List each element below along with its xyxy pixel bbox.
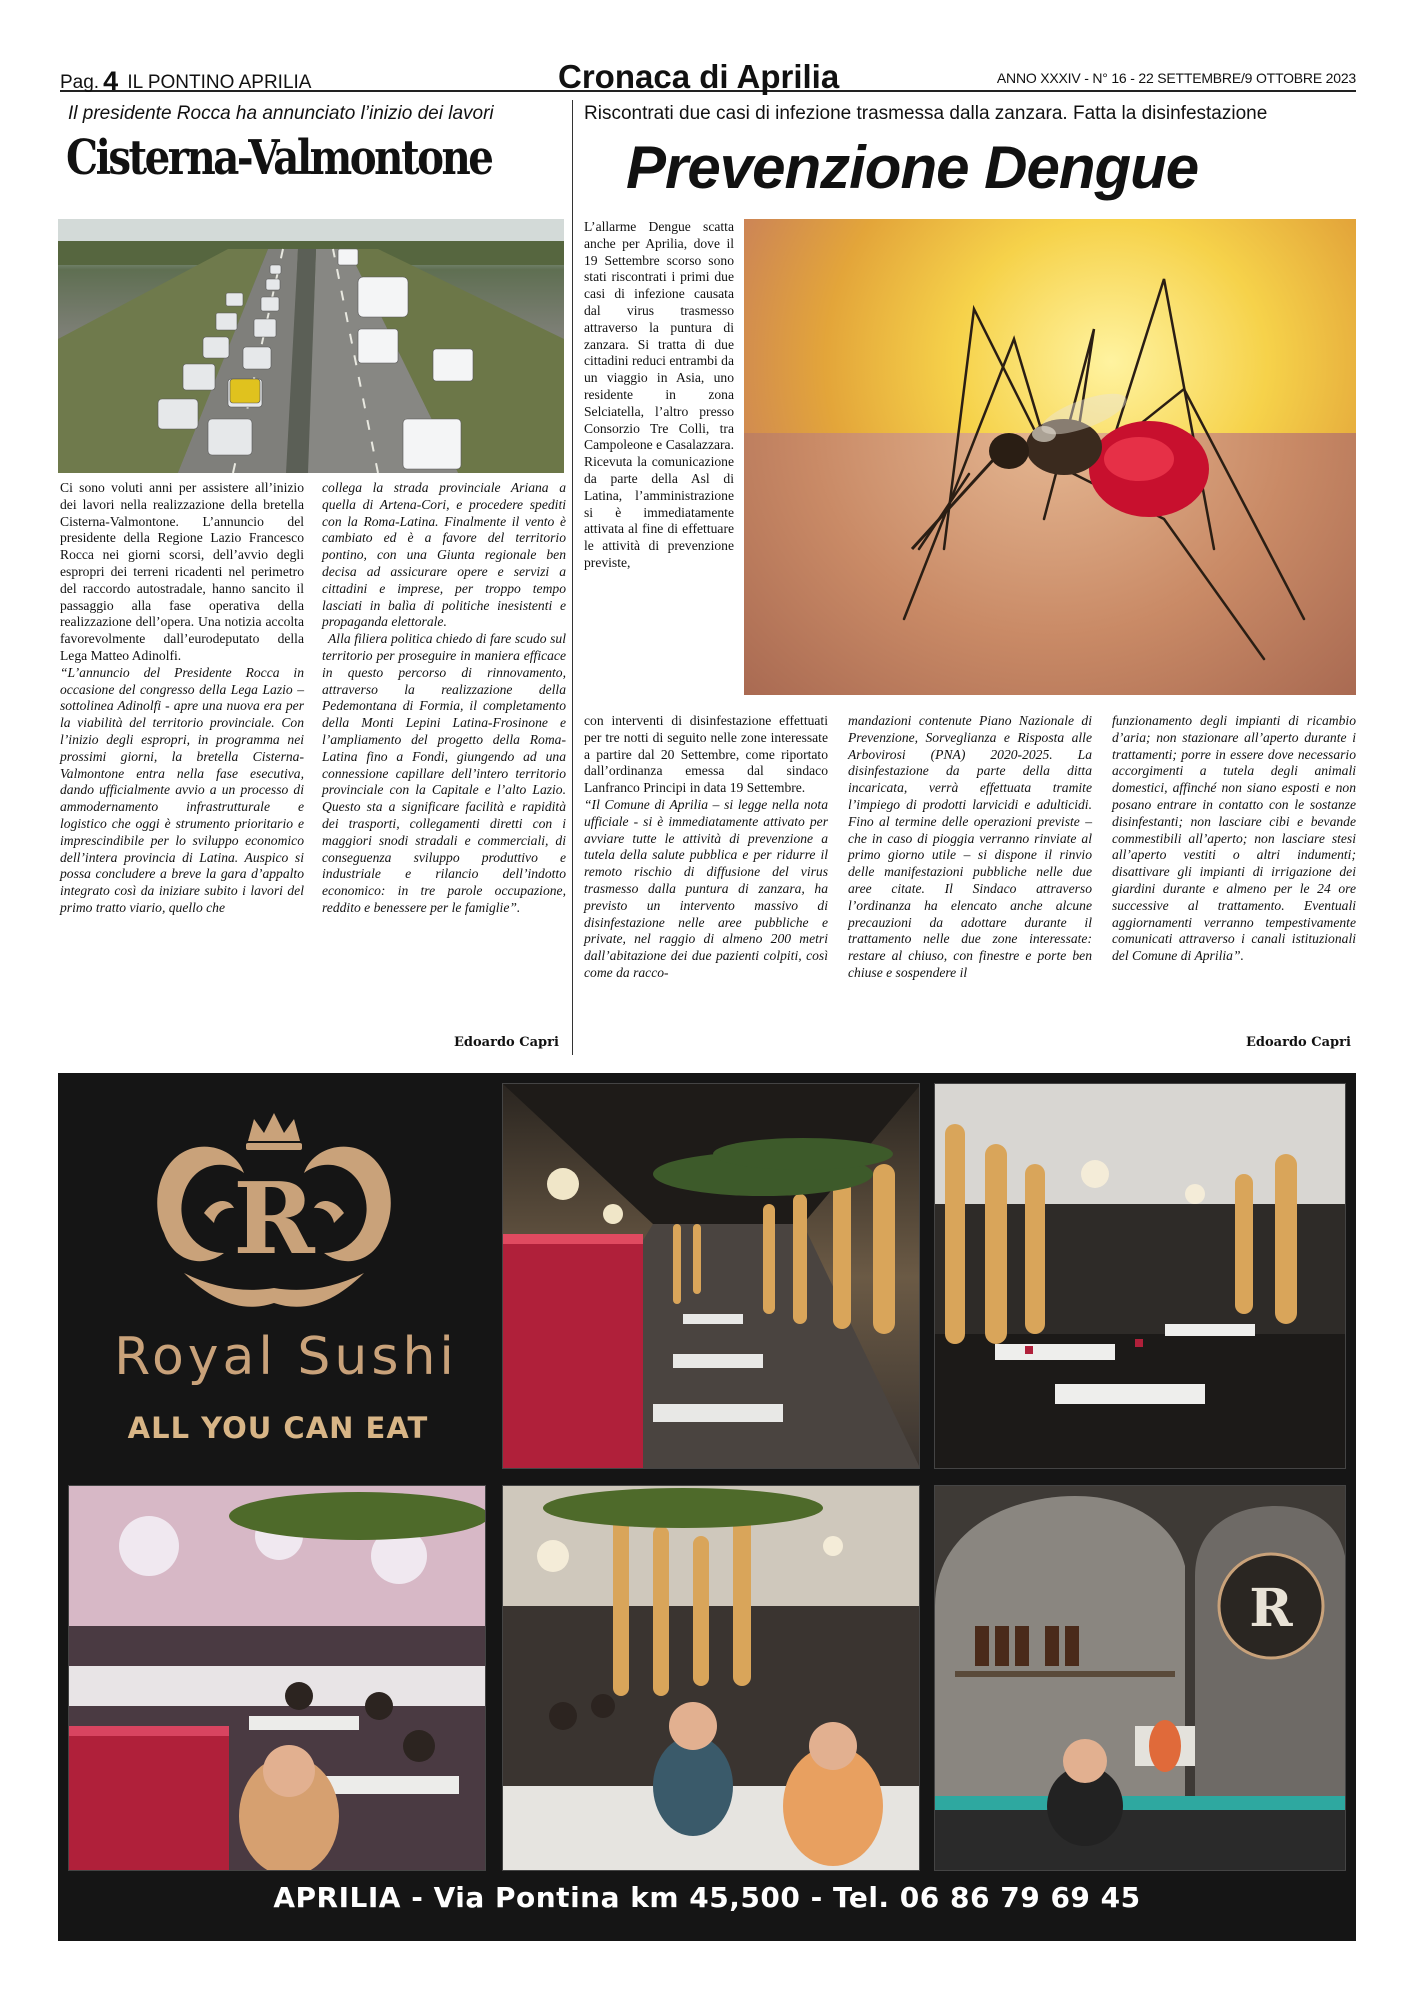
right-article-column-3: [1112, 713, 1356, 965]
ad-contact-footer: APRILIA - Via Pontina km 45,500 - Tel. 06 86 79 69 45: [273, 1881, 1141, 1914]
right-article-column-1: [584, 713, 828, 982]
royal-sushi-advertisement: [58, 1073, 1356, 1941]
restaurant-interior-photo-2: [934, 1083, 1346, 1469]
left-article-paragraph: Ci sono voluti anni per assistere all’inizio dei lavori nella realizzazione della bretella Cisterna-Valmontone. L’annuncio del presidente della Regione Lazio Francesco Rocca nei giorni scorsi, dell’avvio degli espropri dei terreni ricadenti nel perimetro del raccordo autostradale, hanno sancito il passaggio alla fase operativa della realizzazione dell’opera. Una notizia accolta favorevolmente dall’eurodeputato della Lega Matteo Adinolfi.: [60, 480, 304, 663]
restaurant-interior-photo-4: [502, 1485, 920, 1871]
reception-logo-letter: R: [1249, 1578, 1293, 1639]
highway-traffic-photo: [58, 219, 564, 473]
right-article-intro-text: L’allarme Dengue scatta anche per Aprilia, dove il 19 Settembre scorso sono stati riscontrati i primi due casi di infezione causata dal virus trasmesso attraverso la puntura di zanzara. Si tratta di due cittadini reduci entrambi da un viaggio in Asia, uno residente in zona Selciatella, l’altro presso Consorzio Tre Colli, tra Campoleone e Casalazzara. Ricevuta la comunicazione da parte della Asl di Latina, l’amministrazione si è immediatamente attivata al fine di effettuare le attività di prevenzione previste,: [584, 219, 734, 570]
left-article-kicker: Il presidente Rocca ha annunciato l’inizio dei lavori: [68, 103, 494, 124]
page-label: Pag.: [60, 72, 100, 93]
issue-info: ANNO XXXIV - N° 16 - 22 SETTEMBRE/9 OTTOBRE 2023: [996, 70, 1356, 86]
brand-name: Royal Sushi: [114, 1327, 458, 1387]
left-article-title: Cisterna-Valmontone: [66, 130, 492, 186]
right-article-intro: [584, 219, 734, 572]
right-article-quote-end: funzionamento degli impianti di ricambio d’aria; non stazionare all’aperto durante i trattamenti; porre in essere dove necessario accorgimenti a tutela degli animali domestici, affinché non siano esposti e non posano entrare in contatto con le sostanze disinfestanti; non lasciare cibi e bevande commestibili all’aperto; non lasciare stesi all’aperto vestiti o altri indumenti; disattivare gli impianti di irrigazione dei giardini durante e almeno per le 24 ore successive al trattamento. Eventuali aggiornamenti verranno tempestivamente comunicati attraverso i canali istituzionali del Comune di Aprilia”.: [1112, 713, 1356, 964]
page-info: [60, 66, 311, 97]
right-article-column-2: [848, 713, 1092, 982]
mosquito-photo: [744, 219, 1356, 695]
restaurant-reception-photo: [934, 1485, 1346, 1871]
crown-ornament-icon: [144, 1103, 404, 1323]
left-article-column-1: [60, 480, 304, 917]
restaurant-interior-photo-1: [502, 1083, 920, 1469]
right-article-quote-continued: mandazioni contenute Piano Nazionale di Prevenzione, Sorveglianza e Risposta alle Arbovirosi (PNA) 2020-2025. La disinfestazione da parte della ditta incaricata, verrà effettuata tramite l’impiego di prodotti larvicidi e adulticidi. Fino al termine delle operazioni previste – che in caso di pioggia verranno rinviate al primo giorno utile – si dispone il rinvio delle manifestazioni pubbliche nelle due aree citate. Il Sindaco attraverso l’ordinanza ha elencato anche alcune precauzioni da adottare durante il trattamento nelle due zone interessate: restare al chiuso, con finestre e porte ben chiuse e sospendere il: [848, 713, 1092, 980]
page-number: 4: [103, 66, 119, 96]
publication-name: IL PONTINO APRILIA: [127, 72, 312, 93]
right-article-paragraph: con interventi di disinfestazione effettuati per tre notti di seguito nelle zone interessate a partire dal 20 Settembre, come riportato dall’ordinanza emessa dal sindaco Lanfranco Principi in data 19 Settembre.: [584, 713, 828, 796]
left-article-quote: “L’annuncio del Presidente Rocca in occasione del congresso della Lega Lazio – sottolinea Adinolfi - apre una nuova era per la viabilità del territorio provinciale. Con l’inizio degli espropri, in programma nei prossimi giorni, la bretella Cisterna-Valmontone entra nella fase esecutiva, dando ufficialmente avvio a un processo di ammodernamento infrastrutturale e logistico che oggi è strumento prioritario e imprescindibile per lo sviluppo economico dell’intera provincia di Latina. Auspico si possa concludere a breve la gara d’appalto integrato così da iniziare subito i lavori del primo tratto viario, quello che: [60, 664, 304, 915]
brand-logo-panel: [58, 1073, 488, 1473]
brand-tagline: ALL YOU CAN EAT: [127, 1411, 429, 1445]
right-article-quote: “Il Comune di Aprilia – si legge nella nota ufficiale - si è immediatamente attivato per avviare tutte le attività di prevenzione a tutela della salute pubblica e per ridurre il remoto rischio di diffusione del virus trasmesso dalla puntura di zanzara, ha previsto un intervento massivo di disinfestazione nelle aree pubbliche e private, nel raggio di almeno 200 metri dall’abitazione dei due pazienti colpiti, così come da racco-: [584, 796, 828, 980]
right-article-kicker: Riscontrati due casi di infezione trasmessa dalla zanzara. Fatta la disinfestazione: [584, 103, 1268, 124]
section-title: Cronaca di Aprilia: [558, 58, 840, 95]
column-divider: [572, 100, 573, 1055]
page-header: [60, 58, 1356, 96]
left-article-quote-continued: collega la strada provinciale Ariana a quella di Artena-Cori, e procedere spediti con la Roma-Latina. Finalmente il vento è cambiato ed è a favore del territorio pontino, con una Giunta regionale ben decisa ad assicurare opere e servizi a cittadini e imprese, per troppo tempo lasciati in balìa di politiche inesistenti e propaganda elettorale.: [322, 480, 566, 630]
left-article-column-2: [322, 480, 566, 917]
logo-letter: R: [233, 1162, 315, 1277]
right-article-author: Edoardo Capri: [1246, 1035, 1351, 1050]
left-article-quote-end: Alla filiera politica chiedo di fare scudo sul territorio per proseguire in maniera efficace in questo percorso di rinnovamento, attraverso la realizzazione della Pedemontana di Formia, il completamento della Monti Lepini Latina-Frosinone e l’ampliamento del progetto della Roma-Latina fino a Fondi, giungendo ad una connessione capillare dell’intero territorio provinciale con la Capitale e l’alto Lazio. Questo sta a significare facilità e rapidità dei trasporti, collegamenti diretti con i maggiori snodi stradali e commerciali, di conseguenza sviluppo produttivo e industriale e rilancio dell’indotto economico: in tre parole occupazione, reddito e benessere per le famiglie”.: [322, 631, 566, 915]
left-article-author: Edoardo Capri: [454, 1035, 559, 1050]
restaurant-interior-photo-3: [68, 1485, 486, 1871]
right-article-title: Prevenzione Dengue: [626, 134, 1199, 201]
